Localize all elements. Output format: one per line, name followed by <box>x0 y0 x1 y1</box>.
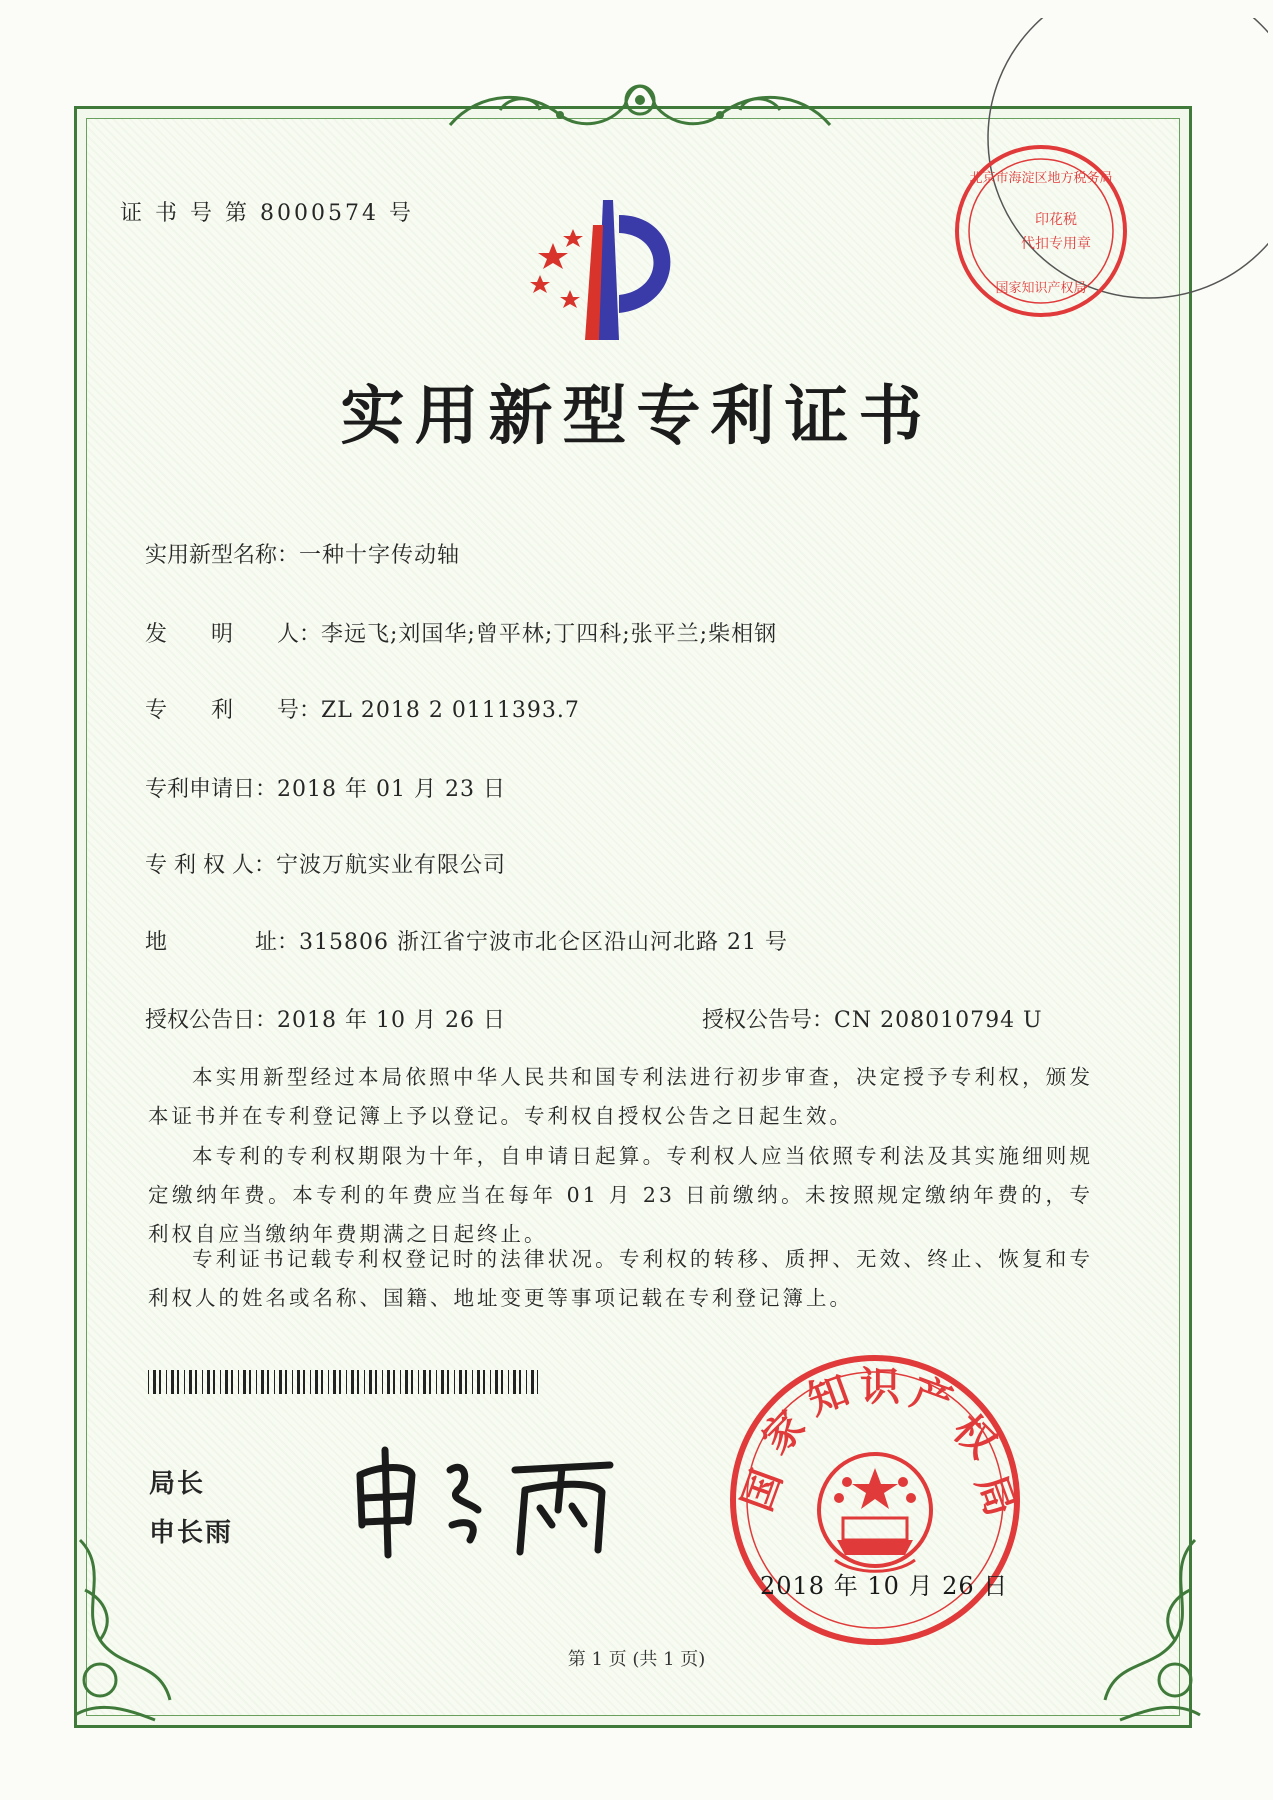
barcode-bar <box>472 1370 473 1394</box>
seal-date: 2018 年 10 月 26 日 <box>760 1572 1009 1600</box>
utility-model-name-field <box>145 538 460 569</box>
barcode-bar <box>477 1370 480 1394</box>
barcode-bar <box>411 1370 413 1394</box>
handwritten-signature <box>340 1430 630 1560</box>
barcode-bar <box>243 1370 246 1394</box>
tax-seal-inner-text-1: 印花税 <box>1035 212 1077 228</box>
barcode-bar <box>447 1370 449 1394</box>
certificate-number-suffix: 号 <box>388 201 414 226</box>
patent-number-value: ZL 2018 2 0111393.7 <box>321 698 580 723</box>
barcode-bar <box>441 1370 444 1394</box>
certificate-number-label: 证 书 号 第 <box>120 201 250 226</box>
paragraph-3: 专利证书记载专利权登记时的法律状况。专利权的转移、质押、无效、终止、恢复和专利权人的姓名或名称、国籍、地址变更等事项记载在专利登记簿上。 <box>148 1247 1093 1310</box>
barcode-bar <box>328 1370 329 1394</box>
barcode-bar <box>501 1370 503 1394</box>
barcode-bar <box>285 1370 287 1394</box>
barcode-bar <box>274 1370 275 1394</box>
barcode-bar <box>490 1370 491 1394</box>
barcode-bar <box>418 1370 419 1394</box>
barcode-bar <box>207 1370 210 1394</box>
barcode-bar <box>423 1370 426 1394</box>
barcode-bar <box>220 1370 221 1394</box>
barcode-bar <box>249 1370 251 1394</box>
bottom-right-ornament <box>1085 1530 1215 1730</box>
barcode-bar <box>519 1370 521 1394</box>
barcode-bar <box>213 1370 215 1394</box>
patentee-field <box>145 848 506 879</box>
grant-date-field <box>145 1003 506 1034</box>
certificate-title: 实用新型专利证书 <box>340 379 933 454</box>
barcode-bar <box>333 1370 336 1394</box>
barcode-bar <box>387 1370 390 1394</box>
barcode-bar <box>429 1370 431 1394</box>
filing-date-value: 2018 年 01 月 23 日 <box>277 777 506 802</box>
bottom-left-ornament <box>60 1530 190 1730</box>
barcode-bar <box>310 1370 311 1394</box>
barcode-bar <box>351 1370 354 1394</box>
barcode-bar <box>315 1370 318 1394</box>
barcode-bar <box>261 1370 264 1394</box>
barcode-bar <box>159 1370 161 1394</box>
svg-text:家: 家 <box>753 1402 815 1464</box>
filing-date-label: 专利申请日： <box>145 777 278 802</box>
certificate-number-value: 8000574 <box>259 201 379 226</box>
barcode-bar <box>177 1370 179 1394</box>
cnipa-logo-icon <box>515 195 715 345</box>
barcode-bar <box>508 1370 509 1394</box>
tax-seal-inner-text-2: 代扣专用章 <box>1021 236 1091 252</box>
barcode-bar <box>382 1370 383 1394</box>
grant-date-value: 2018 年 10 月 26 日 <box>277 1008 506 1033</box>
barcode-bar <box>537 1370 538 1394</box>
barcode-bar <box>238 1370 239 1394</box>
patent-number-field <box>145 693 580 724</box>
utility-model-name-label: 实用新型名称： <box>145 543 300 568</box>
svg-text:知: 知 <box>801 1367 856 1425</box>
paragraph-2: 本专利的专利权期限为十年，自申请日起算。专利权人应当依照专利法及其实施细则规定缴纳年费。本专利的年费应当在每年 01 月 23 日前缴纳。未按照规定缴纳年费的，专利权自应当缴纳年费期满之日起终止。 <box>148 1144 1093 1246</box>
tax-stamp-seal-icon <box>952 142 1130 320</box>
barcode-bar <box>465 1370 467 1394</box>
barcode-bar <box>184 1370 185 1394</box>
inventor-value: 李远飞;刘国华;曾平林;丁四科;张平兰;柴相钢 <box>321 622 778 647</box>
tax-seal-outer-text: 北京市海淀区地方税务局 <box>969 171 1113 186</box>
barcode-bar <box>364 1370 365 1394</box>
grant-number-label: 授权公告号： <box>702 1008 835 1033</box>
barcode-bar <box>495 1370 498 1394</box>
barcode-bar <box>195 1370 197 1394</box>
grant-number-value: CN 208010794 U <box>834 1008 1043 1033</box>
svg-text:权: 权 <box>943 1406 1005 1468</box>
director-title: 局长 <box>149 1469 206 1499</box>
barcode-bar <box>531 1370 534 1394</box>
page-number: 第 1 页 (共 1 页) <box>567 1649 706 1670</box>
barcode-bar <box>166 1370 167 1394</box>
barcode-bar <box>375 1370 377 1394</box>
barcode-bar <box>225 1370 228 1394</box>
barcode-bar <box>459 1370 462 1394</box>
barcode-bar <box>148 1370 149 1394</box>
inventor-field <box>145 617 777 648</box>
patentee-label: 专 利 权 人： <box>145 853 276 878</box>
address-label: 地 址： <box>145 930 300 955</box>
barcode-bar <box>513 1370 516 1394</box>
utility-model-name-value: 一种十字传动轴 <box>299 543 461 568</box>
address-field <box>145 925 788 956</box>
address-value: 315806 浙江省宁波市北仑区沿山河北路 21 号 <box>299 930 788 955</box>
barcode-bar <box>526 1370 527 1394</box>
barcode-bar <box>202 1370 203 1394</box>
inventor-label: 发 明 人： <box>145 622 322 647</box>
barcode-bar <box>405 1370 408 1394</box>
paragraph-1: 本实用新型经过本局依照中华人民共和国专利法进行初步审查，决定授予专利权，颁发本证书并在专利登记簿上予以登记。专利权自授权公告之日起生效。 <box>148 1065 1093 1128</box>
barcode-bar <box>292 1370 293 1394</box>
top-ornament <box>440 70 840 140</box>
barcode-bar <box>153 1370 156 1394</box>
barcode-bar <box>346 1370 347 1394</box>
barcode-bar <box>339 1370 341 1394</box>
barcode-bar <box>393 1370 395 1394</box>
patent-number-label: 专 利 号： <box>145 698 322 723</box>
barcode-bar <box>231 1370 233 1394</box>
tax-seal-bottom-text: 国家知识产权局 <box>995 281 1087 296</box>
barcode-bar <box>303 1370 305 1394</box>
barcode-bar <box>171 1370 174 1394</box>
barcode-bar <box>483 1370 485 1394</box>
barcode-bar <box>189 1370 192 1394</box>
svg-text:国: 国 <box>734 1463 792 1518</box>
barcode-bar <box>369 1370 372 1394</box>
filing-date-field <box>145 772 506 803</box>
barcode-icon <box>148 1370 538 1394</box>
barcode-bar <box>400 1370 401 1394</box>
patentee-value: 宁波万航实业有限公司 <box>275 853 506 878</box>
grant-number-field <box>702 1003 1043 1034</box>
cnipa-official-seal-icon <box>725 1350 1025 1650</box>
barcode-bar <box>357 1370 359 1394</box>
svg-text:局: 局 <box>966 1468 1024 1523</box>
svg-text:产: 产 <box>904 1369 959 1427</box>
barcode-bar <box>436 1370 437 1394</box>
barcode-bar <box>279 1370 282 1394</box>
svg-text:识: 识 <box>860 1364 900 1410</box>
barcode-bar <box>256 1370 257 1394</box>
grant-date-label: 授权公告日： <box>145 1008 278 1033</box>
director-name: 申长雨 <box>149 1518 234 1548</box>
certificate-number <box>120 196 414 227</box>
barcode-bar <box>267 1370 269 1394</box>
barcode-bar <box>454 1370 455 1394</box>
barcode-bar <box>321 1370 323 1394</box>
barcode-bar <box>297 1370 300 1394</box>
